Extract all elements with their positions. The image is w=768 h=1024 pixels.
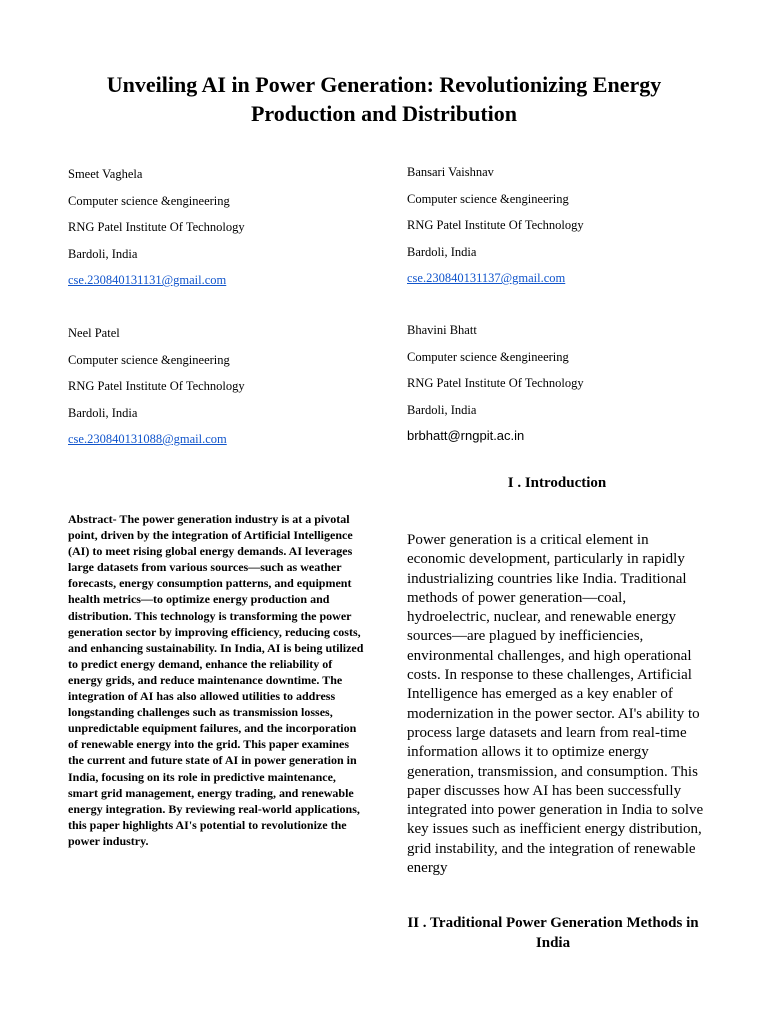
- author-department: Computer science &engineering: [68, 352, 230, 367]
- abstract-text: Abstract- The power generation industry is at a pivotal point, driven by the integration of Artificial Intelligence (AI) to meet rising global energy demands. AI leverages large datasets from various sources—such as weather forecasts, energy consumption patterns, and equipment health metrics—to optimize energy production and distribution. This technology is transforming the power generation sector by improving efficiency, reducing costs, and enhancing sustainability. In India, AI is being utilized to predict energy demand, enhance the reliability of energy grids, and reduce maintenance downtime. The integration of AI has also allowed utilities to address longstanding challenges such as transmission losses, unpredictable equipment failures, and the incorporation of renewable energy into the grid. This paper examines the current and future state of AI in power generation in India, focusing on its role in predictive maintenance, smart grid management, energy trading, and renewable energy integration. By reviewing real-world applications, this paper highlights AI's potential to revolutionize the power industry.: [68, 512, 364, 848]
- author-email-text: brbhatt@rngpit.ac.in: [407, 428, 525, 443]
- section2-heading: II . Traditional Power Generation Methods in India: [407, 915, 699, 951]
- author-name: Neel Patel: [68, 326, 120, 340]
- author-block-2: [407, 164, 584, 297]
- author-institute: RNG Patel Institute Of Technology: [407, 376, 584, 390]
- author-department: Computer science &engineering: [68, 193, 230, 208]
- author-name: Bhavini Bhatt: [407, 323, 477, 337]
- author-location: Bardoli, India: [68, 246, 138, 261]
- author-location: Bardoli, India: [407, 244, 477, 259]
- author-email-link[interactable]: cse.230840131131@gmail.com: [68, 273, 227, 287]
- author-name: Smeet Vaghela: [68, 167, 143, 181]
- paper-title: Unveiling AI in Power Generation: Revolutionizing Energy Production and Distribution: [106, 72, 662, 126]
- author-block-4: [407, 322, 584, 455]
- author-location: Bardoli, India: [68, 405, 138, 420]
- author-institute: RNG Patel Institute Of Technology: [407, 218, 584, 232]
- author-email-link[interactable]: cse.230840131137@gmail.com: [407, 271, 566, 285]
- author-email-link[interactable]: cse.230840131088@gmail.com: [68, 432, 227, 446]
- author-block-3: [68, 325, 245, 458]
- author-name: Bansari Vaishnav: [407, 165, 494, 179]
- author-department: Computer science &engineering: [407, 191, 569, 206]
- author-location: Bardoli, India: [407, 402, 477, 417]
- introduction-text: Power generation is a critical element in economic development, particularly in rapidly industrializing countries like India. Traditional methods of power generation—coal, hydroelectric, nuclear, and renewable energy sources—are plagued by inefficiencies, environmental challenges, and high operational costs. In response to these challenges, Artificial Intelligence has emerged as a key enabler of modernization in the power sector. AI's ability to process large datasets and learn from real-time information allows it to optimize energy generation, transmission, and consumption. This paper discusses how AI has been successfully integrated into power generation in India to solve key issues such as inefficient energy distribution, grid instability, and the integration of renewable energy: [407, 532, 704, 877]
- author-department: Computer science &engineering: [407, 349, 569, 364]
- author-block-1: [68, 166, 245, 299]
- author-institute: RNG Patel Institute Of Technology: [68, 379, 245, 393]
- introduction-heading: I . Introduction: [507, 475, 607, 491]
- author-institute: RNG Patel Institute Of Technology: [68, 220, 245, 234]
